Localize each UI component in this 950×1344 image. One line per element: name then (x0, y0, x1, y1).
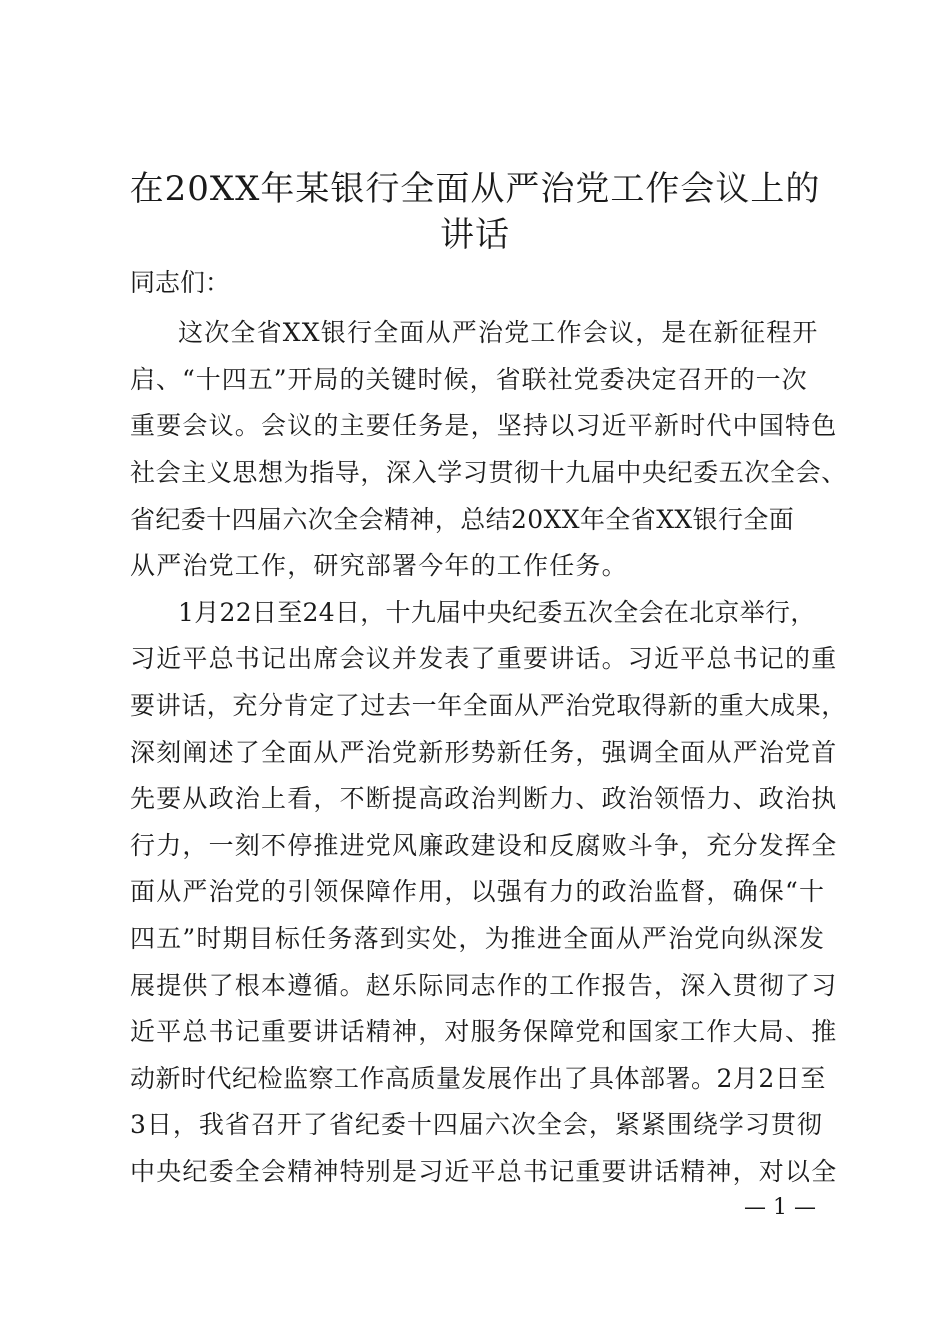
text-line: 3日，我省召开了省纪委十四届六次全会，紧紧围绕学习贯彻 (130, 1110, 823, 1139)
text-line: 1月22日至24日，十九届中央纪委五次全会在北京举行， (178, 598, 816, 627)
text-line: 行力，一刻不停推进党风廉政建设和反腐败斗争，充分发挥全 (130, 831, 838, 860)
text-line: 近平总书记重要讲话精神，对服务保障党和国家工作大局、推 (130, 1017, 838, 1046)
text-line: 社会主义思想为指导，深入学习贯彻十九届中央纪委五次全会、 (130, 458, 847, 487)
document-title (110, 166, 840, 258)
title-line-2: 讲话 (440, 215, 510, 255)
text-line: 展提供了根本遵循。赵乐际同志作的工作报告，深入贯彻了习 (130, 971, 838, 1000)
text-line: 启、“十四五”开局的关键时候，省联社党委决定召开的一次 (130, 365, 808, 394)
text-line: 中央纪委全会精神特别是习近平总书记重要讲话精神，对以全 (130, 1157, 838, 1186)
text-line: 从严治党工作，研究部署今年的工作任务。 (130, 551, 628, 580)
text-line: 重要会议。会议的主要任务是，坚持以习近平新时代中国特色 (130, 411, 838, 440)
page-number: — 1 — (744, 1195, 816, 1220)
text-line: 这次全省XX银行全面从严治党工作会议，是在新征程开 (178, 318, 819, 347)
title-line-1: 在20XX年某银行全面从严治党工作会议上的 (129, 169, 821, 209)
text-line: 要讲话，充分肯定了过去一年全面从严治党取得新的重大成果， (130, 691, 847, 720)
salutation: 同志们： (130, 268, 231, 297)
text-line: 动新时代纪检监察工作高质量发展作出了具体部署。2月2日至 (130, 1064, 826, 1093)
text-line: 面从严治党的引领保障作用，以强有力的政治监督，确保“十 (130, 877, 826, 906)
text-line: 四五”时期目标任务落到实处，为推进全面从严治党向纵深发 (130, 924, 826, 953)
text-line: 深刻阐述了全面从严治党新形势新任务，强调全面从严治党首 (130, 738, 838, 767)
text-line: 先要从政治上看，不断提高政治判断力、政治领悟力、政治执 (130, 784, 838, 813)
text-line: 省纪委十四届六次全会精神，总结20XX年全省XX银行全面 (130, 505, 795, 534)
text-line: 习近平总书记出席会议并发表了重要讲话。习近平总书记的重 (130, 644, 838, 673)
